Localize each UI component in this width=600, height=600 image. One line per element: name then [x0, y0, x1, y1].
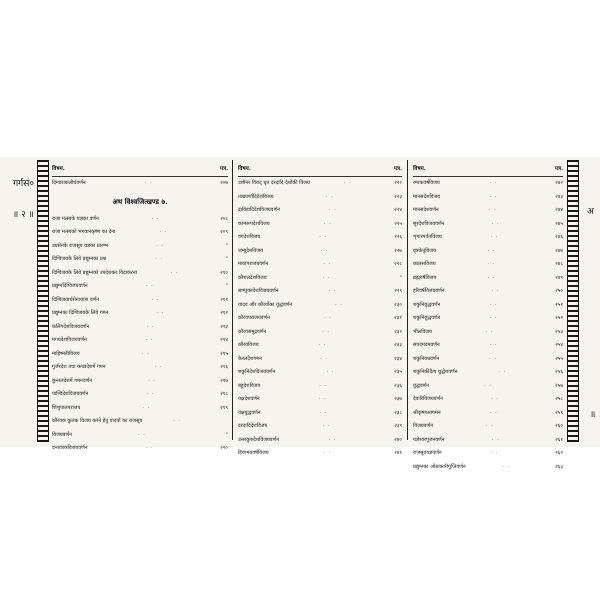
index-entry — [413, 366, 563, 380]
entry-page: २०९ — [220, 229, 228, 235]
leader-dots: · · — [490, 234, 499, 240]
entry-page: २६१ — [555, 436, 563, 443]
leader-dots: · · — [486, 423, 494, 429]
index-entry — [238, 191, 402, 205]
entry-title: प्रद्युम्नदिग्विजयवर्णन — [52, 283, 88, 289]
entry-title: कामरूपदेशविजय — [238, 220, 270, 227]
index-entry — [413, 420, 563, 434]
leader-dots: · · — [487, 247, 496, 254]
entry-page: २३७ — [394, 396, 402, 402]
leader-dots: · · — [159, 229, 168, 235]
index-entry — [238, 420, 402, 434]
leader-dots: · · — [328, 288, 337, 294]
entry-page: २५८ — [555, 396, 563, 402]
entry-title: सुरदेशविजयवर्णन — [413, 220, 445, 227]
entry-title: विजयवर्णन — [52, 431, 72, 438]
leader-dots: · · — [344, 180, 352, 186]
leader-dots: · · — [142, 404, 151, 411]
leader-dots: · · — [141, 350, 150, 357]
index-entry — [52, 402, 228, 416]
entry-page: २४९ — [555, 274, 563, 281]
entry-page: २४२ — [555, 180, 563, 186]
index-entry — [52, 361, 228, 375]
entry-page: २४६ — [555, 234, 563, 240]
leader-dots: · · — [319, 409, 328, 416]
entry-title: राजसूययज्ञवर्णन — [413, 450, 442, 456]
leader-dots: · · — [489, 301, 498, 308]
index-entry — [52, 388, 228, 402]
entry-page: २३५ — [394, 369, 402, 375]
leader-dots: · · — [491, 288, 500, 294]
index-entry — [238, 353, 402, 367]
leader-dots: · · — [322, 274, 331, 281]
entry-page: २२० — [220, 445, 228, 451]
index-entry — [52, 348, 228, 362]
entry-page: २१० — [220, 269, 228, 276]
entry-title: मानसदेशविजय — [413, 193, 441, 200]
header-page: पत्र. — [393, 166, 402, 172]
index-entry — [413, 245, 563, 259]
index-column-3 — [413, 162, 563, 474]
index-entry — [413, 461, 563, 475]
index-entry — [52, 253, 228, 267]
index-entry — [52, 321, 228, 335]
entry-page: २२७ — [394, 247, 402, 254]
leader-dots: · · — [324, 315, 332, 321]
leader-dots: · · — [148, 377, 156, 384]
decorative-border-left — [37, 160, 49, 442]
entry-page: २३८ — [394, 409, 402, 416]
index-entry — [413, 380, 563, 394]
entry-title: रम्यकवर्षविजय — [413, 180, 440, 186]
entry-title: पाण्डिदेशविजयवर्णन — [52, 391, 89, 397]
index-entry — [238, 177, 402, 191]
index-entry — [413, 353, 563, 367]
index-entry — [238, 447, 402, 461]
leader-dots: · · — [145, 337, 154, 343]
leader-dots: · · — [146, 323, 155, 330]
index-entry — [238, 245, 402, 259]
entry-page: २३६ — [394, 382, 402, 389]
index-entry — [238, 366, 402, 380]
index-entry — [238, 393, 402, 407]
leader-dots: · · — [491, 220, 500, 227]
leader-dots: · · — [156, 310, 165, 316]
leader-dots: · · — [488, 207, 497, 213]
leader-dots: · · — [487, 261, 496, 267]
entry-page: २५५ — [555, 355, 563, 362]
column-header — [413, 162, 563, 177]
column-divider — [407, 160, 408, 440]
entry-title: शिशुपालपराजय — [52, 404, 81, 411]
entry-title: कौरवपराजयवर्णन — [238, 315, 270, 321]
index-entry — [413, 393, 563, 407]
entry-page: " — [225, 431, 228, 438]
entry-title: दिग्विजयार्थसेनायात्रा वर्णन — [52, 296, 99, 303]
leader-dots: · · — [144, 180, 153, 186]
index-entry — [238, 204, 402, 218]
entry-title: ताम्रपर्णादिदेशविजय — [238, 193, 274, 200]
leader-dots: · · — [489, 409, 498, 416]
entry-title: द्राविडादिदेशविजयवर्णन — [238, 207, 280, 213]
entry-page: २५२ — [555, 315, 563, 321]
index-entry — [52, 442, 228, 456]
index-entry — [413, 339, 563, 353]
index-entry — [238, 326, 402, 340]
entry-title: बहूदेशविजय — [238, 382, 261, 389]
leader-dots: · · — [323, 220, 332, 227]
entry-title: मायापराजयवर्णन — [238, 261, 269, 267]
leader-dots: · · — [155, 256, 163, 262]
entry-title: हिरण्मयवर्षविजय — [238, 450, 269, 456]
entry-page: २१४ — [220, 337, 228, 343]
leader-dots: · · — [323, 261, 332, 267]
leader-dots: · · — [502, 463, 511, 470]
leader-dots: · · — [319, 382, 328, 389]
header-page: पत्र. — [219, 166, 228, 172]
entry-page: " — [399, 274, 402, 281]
index-entry — [413, 177, 563, 191]
leader-dots: · · — [156, 242, 164, 249]
leader-dots: · · — [484, 382, 492, 389]
index-entry — [52, 294, 228, 308]
entry-title: युद्धवर्णन — [413, 382, 430, 389]
header-subject: विषय. — [52, 166, 65, 172]
entry-title: शकुनियुद्धवर्णन — [413, 301, 441, 308]
entry-page: २३२ — [394, 328, 402, 335]
leader-dots: · · — [490, 450, 499, 456]
entry-page: २२३ — [394, 193, 402, 200]
index-entry — [413, 231, 563, 245]
index-entry — [52, 307, 228, 321]
column-divider — [232, 160, 233, 440]
entry-title: कौरवविजय — [238, 342, 259, 348]
entry-title: कालसविजय — [413, 261, 436, 267]
leader-dots: · · — [329, 207, 337, 213]
entry-page: २५१ — [555, 301, 563, 308]
leader-dots: · · — [145, 283, 154, 289]
entry-title: उग्रसेनके राजसूय यज्ञका प्रारम्भ — [52, 242, 109, 249]
entry-page: २५० — [555, 288, 563, 294]
entry-page: २४० — [394, 436, 402, 443]
entry-title: यज्ञेश्वरपूजनवर्णन — [413, 436, 445, 443]
index-entry — [413, 312, 563, 326]
entry-page: २१८ — [220, 391, 228, 397]
entry-title: देवारिविजयवर्णन — [413, 396, 443, 402]
entry-title: शृंगारपर्वतविजय — [413, 234, 442, 240]
entry-title: मगधदेशविजयवर्णन — [52, 337, 87, 343]
entry-title: श्रीकृष्णआगमन — [413, 409, 441, 416]
entry-title: कौरवक कुलक विजय करने हेतु यादवों का राजसूय — [52, 418, 143, 424]
index-entry — [238, 258, 402, 272]
index-entry — [52, 429, 228, 443]
entry-title: गुर्जरदेश तथा कच्छदेशमें गमन — [52, 364, 106, 370]
index-entry — [238, 312, 402, 326]
entry-page: २२२ — [394, 180, 402, 186]
entry-title: प्रद्युम्नका ओंठाकारीगुप्तिवर्णन — [413, 463, 466, 470]
entry-page: २०८ — [220, 215, 228, 222]
entry-page: २२६ — [394, 234, 402, 240]
index-entry — [238, 380, 402, 394]
index-entry — [413, 299, 563, 313]
entry-page: २३३ — [394, 342, 402, 348]
leader-dots: · · — [489, 193, 498, 200]
leader-dots: · · — [498, 369, 507, 375]
index-entry — [52, 415, 228, 429]
leader-dots: · · — [326, 369, 335, 375]
entry-page: २३४ — [394, 355, 402, 362]
leader-dots: · · — [489, 355, 498, 362]
entry-page: २१९ — [220, 404, 228, 411]
index-entry — [52, 213, 228, 227]
entry-page: २६० — [555, 423, 563, 429]
index-column-2 — [238, 162, 402, 461]
entry-title: उत्तरकुरुदेशविजयवर्णन — [238, 436, 279, 443]
entry-title: दरदादिदेशविजय — [238, 423, 268, 429]
entry-page: २३१ — [394, 315, 402, 321]
entry-title: दन्तवक्त्रविजयवर्णन — [52, 445, 88, 451]
entry-page: २५९ — [555, 409, 563, 416]
entry-title: कौरवसमुद्रवर्णन — [238, 328, 267, 335]
entry-title: दिग्वाराकलीर्थवर्णन — [52, 180, 86, 186]
entry-page: २०७ — [220, 180, 228, 186]
entry-title: उशीनर विराट् धृत दरदादि देशोंकी विजय — [238, 180, 310, 186]
leader-dots: · · — [173, 418, 182, 424]
entry-title: सपदमदमवर्णन — [413, 342, 440, 348]
index-entry — [238, 218, 402, 232]
index-entry — [52, 240, 228, 254]
right-margin-label: अ — [587, 207, 594, 217]
entry-title: कुन्तलदेशमें गमनवर्णन — [52, 377, 93, 384]
index-entry — [52, 267, 228, 281]
entry-page: २११ — [220, 296, 228, 303]
entry-page — [212, 415, 228, 429]
index-entry — [238, 272, 402, 286]
index-entry — [413, 434, 563, 448]
entry-page: २१७ — [220, 377, 228, 384]
entry-page: २४३ — [555, 193, 563, 200]
entry-page: २६२ — [555, 450, 563, 456]
index-entry — [238, 285, 402, 299]
entry-title: साम्पुक्तदेशविजयवर्णन — [238, 288, 279, 294]
leader-dots: · · — [318, 396, 327, 402]
entry-title: शकुनिकीदैत्य युद्धेशवर्णन — [413, 369, 458, 375]
leader-dots: · · — [170, 269, 179, 276]
entry-title: भीलविजय — [413, 328, 432, 335]
index-entry — [52, 375, 228, 389]
entry-title: शकुनियुद्धवर्णन — [413, 315, 441, 321]
entry-title: राजा मत्स्यके यज्ञका वर्णन — [52, 215, 99, 222]
leader-dots: · · — [151, 296, 160, 303]
entry-title: दिग्विजयके लिये प्रद्युम्नका प्रश्न — [52, 256, 107, 262]
entry-page: २२५ — [394, 220, 402, 227]
entry-page: २५४ — [555, 342, 563, 348]
entry-title: वंगदेशविजय — [238, 234, 261, 240]
entry-title: माहिष्मतीविजय — [52, 350, 80, 357]
entry-title: वृत्रकेतुविजय — [413, 247, 436, 254]
entry-title: मानसदेशवर्णन — [413, 207, 439, 213]
leader-dots: · · — [151, 215, 160, 222]
leader-dots: · · — [320, 355, 328, 362]
entry-page: २३० — [394, 301, 402, 308]
header-subject: विषय. — [413, 166, 426, 172]
entry-title: हरिवर्षविजयवर्णन — [413, 288, 445, 294]
leader-dots: · · — [319, 234, 328, 240]
entry-page: २२८ — [394, 261, 402, 267]
column-header — [238, 162, 402, 177]
entry-title: प्रद्युम्नका दिग्विजयके लिये गमन — [52, 310, 109, 316]
section-heading: अथ विश्वजित्खण्ड ७. — [112, 196, 168, 206]
entry-title: यक्षदेशवर्णन — [238, 396, 260, 402]
index-column-1 — [52, 162, 228, 456]
entry-page: २४७ — [555, 247, 563, 254]
leader-dots: · · — [145, 445, 154, 451]
column-header — [52, 162, 228, 177]
index-entry — [238, 339, 402, 353]
leader-dots: · · — [322, 328, 330, 335]
leader-dots: · · — [138, 431, 146, 438]
index-entry — [52, 226, 228, 240]
index-entry — [238, 299, 402, 313]
entry-page: " — [225, 242, 228, 249]
index-entry — [413, 447, 563, 461]
index-entry — [413, 258, 563, 272]
right-margin-mark: ॥ — [590, 410, 596, 420]
leader-dots: · · — [491, 436, 500, 443]
index-entry — [413, 204, 563, 218]
left-margin-label — [0, 178, 34, 222]
entry-page: २५७ — [555, 382, 563, 389]
entry-title: शकुनिवधवर्णन — [413, 355, 440, 362]
entry-page: २२४ — [394, 207, 402, 213]
leader-dots: · · — [318, 342, 327, 348]
entry-page: २४५ — [555, 220, 563, 227]
entry-title: विजयवर्णन — [413, 423, 433, 429]
entry-page: " — [225, 283, 228, 289]
leader-dots: · · — [328, 436, 337, 443]
index-entry — [238, 434, 402, 448]
entry-page: २५३ — [555, 328, 563, 335]
index-entry — [413, 191, 563, 205]
leader-dots: · · — [320, 247, 329, 254]
entry-page: २५६ — [555, 369, 563, 375]
index-entry — [238, 231, 402, 245]
index-entry — [52, 177, 228, 191]
entry-page: २४४ — [555, 207, 563, 213]
entry-page: २४८ — [555, 261, 563, 267]
leader-dots: · · — [489, 342, 498, 348]
leader-dots: · · — [487, 274, 496, 281]
entry-page: २२९ — [394, 288, 402, 294]
entry-title: केरलदेशगमन — [238, 355, 262, 362]
leader-dots: · · — [322, 423, 331, 429]
entry-title: यक्षयुद्धवर्णन — [238, 409, 261, 416]
entry-title: शकुनिदेशविजयवर्णन — [238, 369, 276, 375]
entry-page: " — [225, 256, 228, 262]
index-entry — [413, 285, 563, 299]
leader-dots: · · — [335, 301, 343, 308]
entry-title: कलिंगदेशविजयवर्णन — [52, 323, 90, 330]
entry-page: २१३ — [220, 323, 228, 330]
index-entry — [52, 280, 228, 294]
header-page: पत्र. — [554, 166, 563, 172]
entry-title: राजा मत्स्यको भगवानकृष्ण का देना — [52, 229, 116, 235]
entry-title: कौशलदेशविजय — [238, 274, 267, 281]
entry-page: २४१ — [394, 450, 402, 456]
leader-dots: · · — [485, 328, 494, 335]
index-entry — [413, 272, 563, 286]
index-entry — [238, 407, 402, 421]
entry-title: यादव और कौरवोंका युद्धवर्णन — [238, 301, 293, 308]
header-subject: विषय. — [238, 166, 251, 172]
entry-page: २१६ — [220, 364, 228, 370]
entry-page: २१५ — [220, 350, 228, 357]
decorative-border-right — [567, 160, 579, 442]
leader-dots: · · — [323, 450, 332, 456]
entry-page: २१२ — [220, 310, 228, 316]
leader-dots: · · — [146, 391, 155, 397]
entry-title: दिग्विजयके लिये प्रद्युम्नको उपदेशकर विदाकरना — [52, 269, 137, 276]
entry-title: जम्बूदेशविजय — [238, 247, 263, 254]
entry-page: २६३ — [555, 463, 563, 470]
leader-dots: · · — [489, 180, 498, 186]
index-entry — [413, 407, 563, 421]
leader-dots: · · — [325, 193, 334, 200]
book-title-label: गर्गसं० — [13, 179, 34, 189]
index-entry — [52, 334, 228, 348]
entry-page: २३९ — [394, 423, 402, 429]
index-entry — [413, 218, 563, 232]
leader-dots: · · — [489, 315, 498, 321]
entry-title: ब्रह्मवर्षविजय — [413, 274, 437, 281]
leader-dots: · · — [491, 396, 499, 402]
page-mark-label: ॥ २ ॥ — [12, 210, 34, 220]
leader-dots: · · — [154, 364, 163, 370]
index-entry — [413, 326, 563, 340]
